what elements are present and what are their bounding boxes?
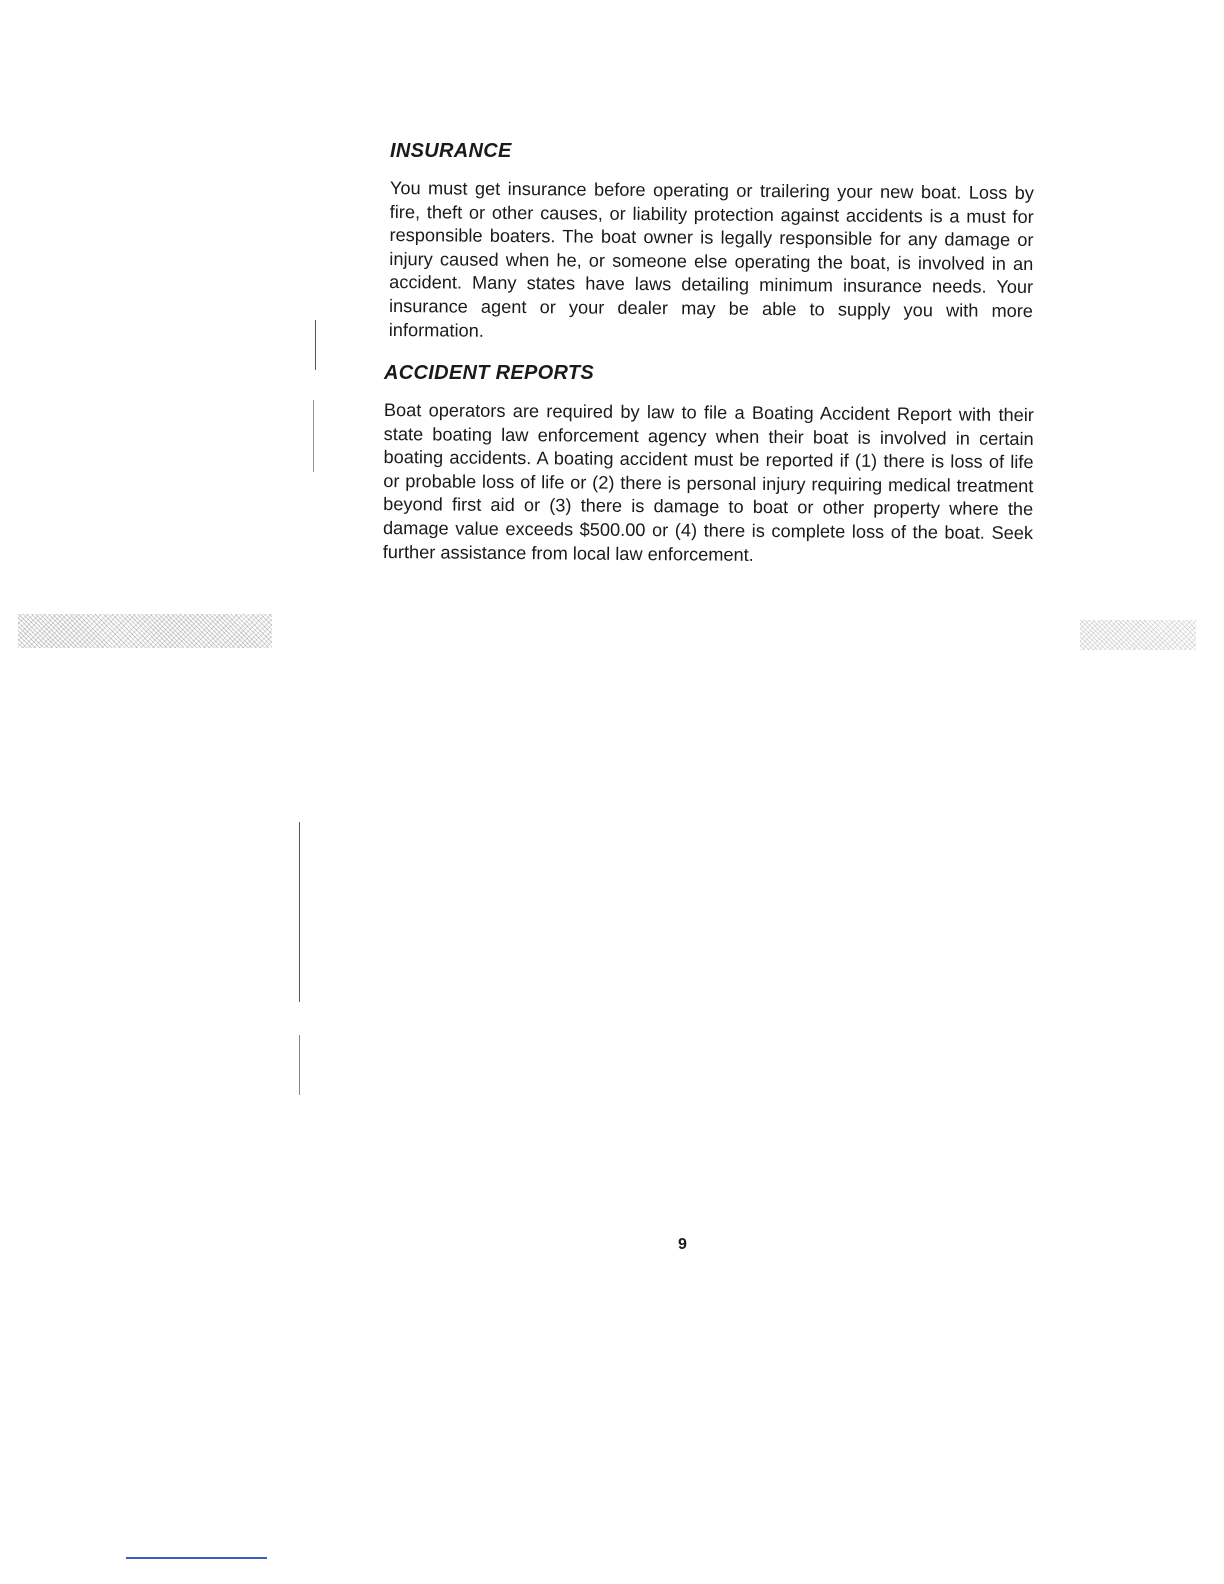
margin-mark (313, 400, 314, 472)
margin-mark (299, 1035, 300, 1095)
accident-reports-heading: ACCIDENT REPORTS (384, 362, 595, 385)
page-number: 9 (678, 1236, 687, 1253)
insurance-body: You must get insurance before operating or trailering your new boat. Loss by fire, theft or other causes, or liability protection against accidents is a must for responsible boaters. The boat owner is legally responsible for any damage or injury caused when he, or someone else operating the boat, is involved in an accident. Many states have laws detailing minimum insurance needs. Your insurance agent or your dealer may be able to supply you with more information. (388, 177, 1034, 341)
accident-reports-section (384, 362, 1034, 564)
scan-artifact-left (18, 614, 272, 648)
insurance-heading: INSURANCE (390, 140, 512, 162)
accident-reports-body: Boat operators are required by law to file a Boating Accident Report with their state boating law enforcement agency when their boat is involved in certain boating accidents. A boating accident must be reported if (1) there is loss of life or probable loss of life or (2) there is personal injury requiring medical treatment beyond first aid or (3) there is damage to boat or other property where the damage value exceeds $500.00 or (4) there is complete loss of the boat. Seek further assistance from local law enforcement. (382, 400, 1034, 565)
bottom-rule (126, 1557, 267, 1559)
page-content (384, 140, 1034, 564)
scan-artifact-right (1080, 620, 1196, 650)
insurance-section (384, 140, 1034, 342)
margin-mark (315, 320, 316, 370)
margin-mark (299, 822, 300, 1002)
